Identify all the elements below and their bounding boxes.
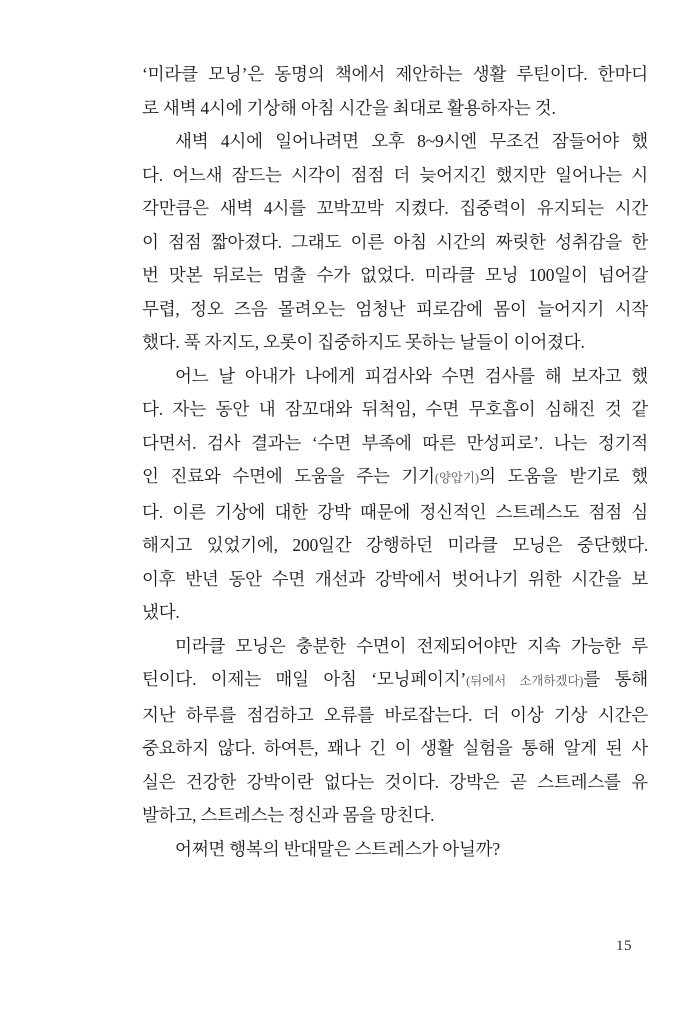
text-line: 어느 날 아내가 나에게 피검사와 수면 검사를 해 보자고 했 xyxy=(175,365,648,386)
text-line: 다면서. 검사 결과는 ‘수면 부족에 따른 만성피로’. 나는 정기적 xyxy=(142,432,648,453)
text-line: 지난 하루를 점검하고 오류를 바로잡는다. 더 이상 기상 시간은 xyxy=(142,704,648,725)
paragraph-2 xyxy=(142,125,648,360)
text-line: 했다. 푹 자지도, 오롯이 집중하지도 못하는 날들이 이어졌다. xyxy=(142,332,585,352)
text-line: 무렵, 정오 즈음 몰려오는 엄청난 피로감에 몸이 늘어지기 시작 xyxy=(142,298,648,319)
text-line: 냈다. xyxy=(142,602,180,622)
text-line: 중요하지 않다. 하여튼, 꽤나 긴 이 생활 실험을 통해 알게 된 사 xyxy=(142,738,648,758)
text-segment: 틴이다. 이제는 매일 아침 ‘모닝페이지’ xyxy=(142,669,467,689)
text-line: 다. 자는 동안 내 잠꼬대와 뒤척임, 수면 무호흡이 심해진 것 같 xyxy=(142,399,648,419)
inline-annotation: (뒤에서 소개하겠다) xyxy=(466,674,584,688)
text-line: 실은 건강한 강박이란 없다는 것이다. 강박은 곧 스트레스를 유 xyxy=(142,771,648,792)
paragraph-3 xyxy=(142,360,648,630)
text-segment: 의 도움을 받기로 했 xyxy=(478,466,648,486)
text-line xyxy=(142,460,648,496)
text-line: ‘미라클 모닝’은 동명의 책에서 제안하는 생활 루틴이다. 한마디 xyxy=(142,64,648,84)
text-line: 다. 이른 기상에 대한 강박 때문에 정신적인 스트레스도 점점 심 xyxy=(142,501,648,522)
text-line: 발하고, 스트레스는 정신과 몸을 망친다. xyxy=(142,805,435,825)
page-number: 15 xyxy=(616,938,632,954)
page-text xyxy=(142,58,648,866)
text-line: 해지고 있었기에, 200일간 강행하던 미라클 모닝은 중단했다. xyxy=(142,535,648,555)
text-line: 이 점점 짧아졌다. 그래도 이른 아침 시간의 짜릿한 성취감을 한 xyxy=(142,231,648,252)
text-line: 이후 반년 동안 수면 개선과 강박에서 벗어나기 위한 시간을 보 xyxy=(142,568,648,589)
text-line: 다. 어느새 잠드는 시각이 점점 더 늦어지긴 했지만 일어나는 시 xyxy=(142,164,648,185)
text-line: 어쩌면 행복의 반대말은 스트레스가 아닐까? xyxy=(175,838,500,859)
text-line: 번 맛본 뒤로는 멈출 수가 없었다. 미라클 모닝 100일이 넘어갈 xyxy=(142,265,648,285)
inline-annotation: (양압기) xyxy=(434,471,479,485)
paragraph-4 xyxy=(142,630,648,833)
text-segment: 인 진료와 수면에 도움을 주는 기기 xyxy=(142,466,435,486)
paragraph-1 xyxy=(142,58,648,125)
text-line: 미라클 모닝은 충분한 수면이 전제되어야만 지속 가능한 루 xyxy=(175,635,648,656)
text-line: 각만큼은 새벽 4시를 꼬박꼬박 지켰다. 집중력이 유지되는 시간 xyxy=(142,198,648,218)
paragraph-5 xyxy=(142,833,648,867)
text-segment: 를 통해 xyxy=(583,669,648,689)
text-line: 새벽 4시에 일어나려면 오후 8~9시엔 무조건 잠들어야 했 xyxy=(175,131,648,151)
text-line xyxy=(142,663,648,699)
text-line: 로 새벽 4시에 기상해 아침 시간을 최대로 활용하자는 것. xyxy=(142,97,556,118)
